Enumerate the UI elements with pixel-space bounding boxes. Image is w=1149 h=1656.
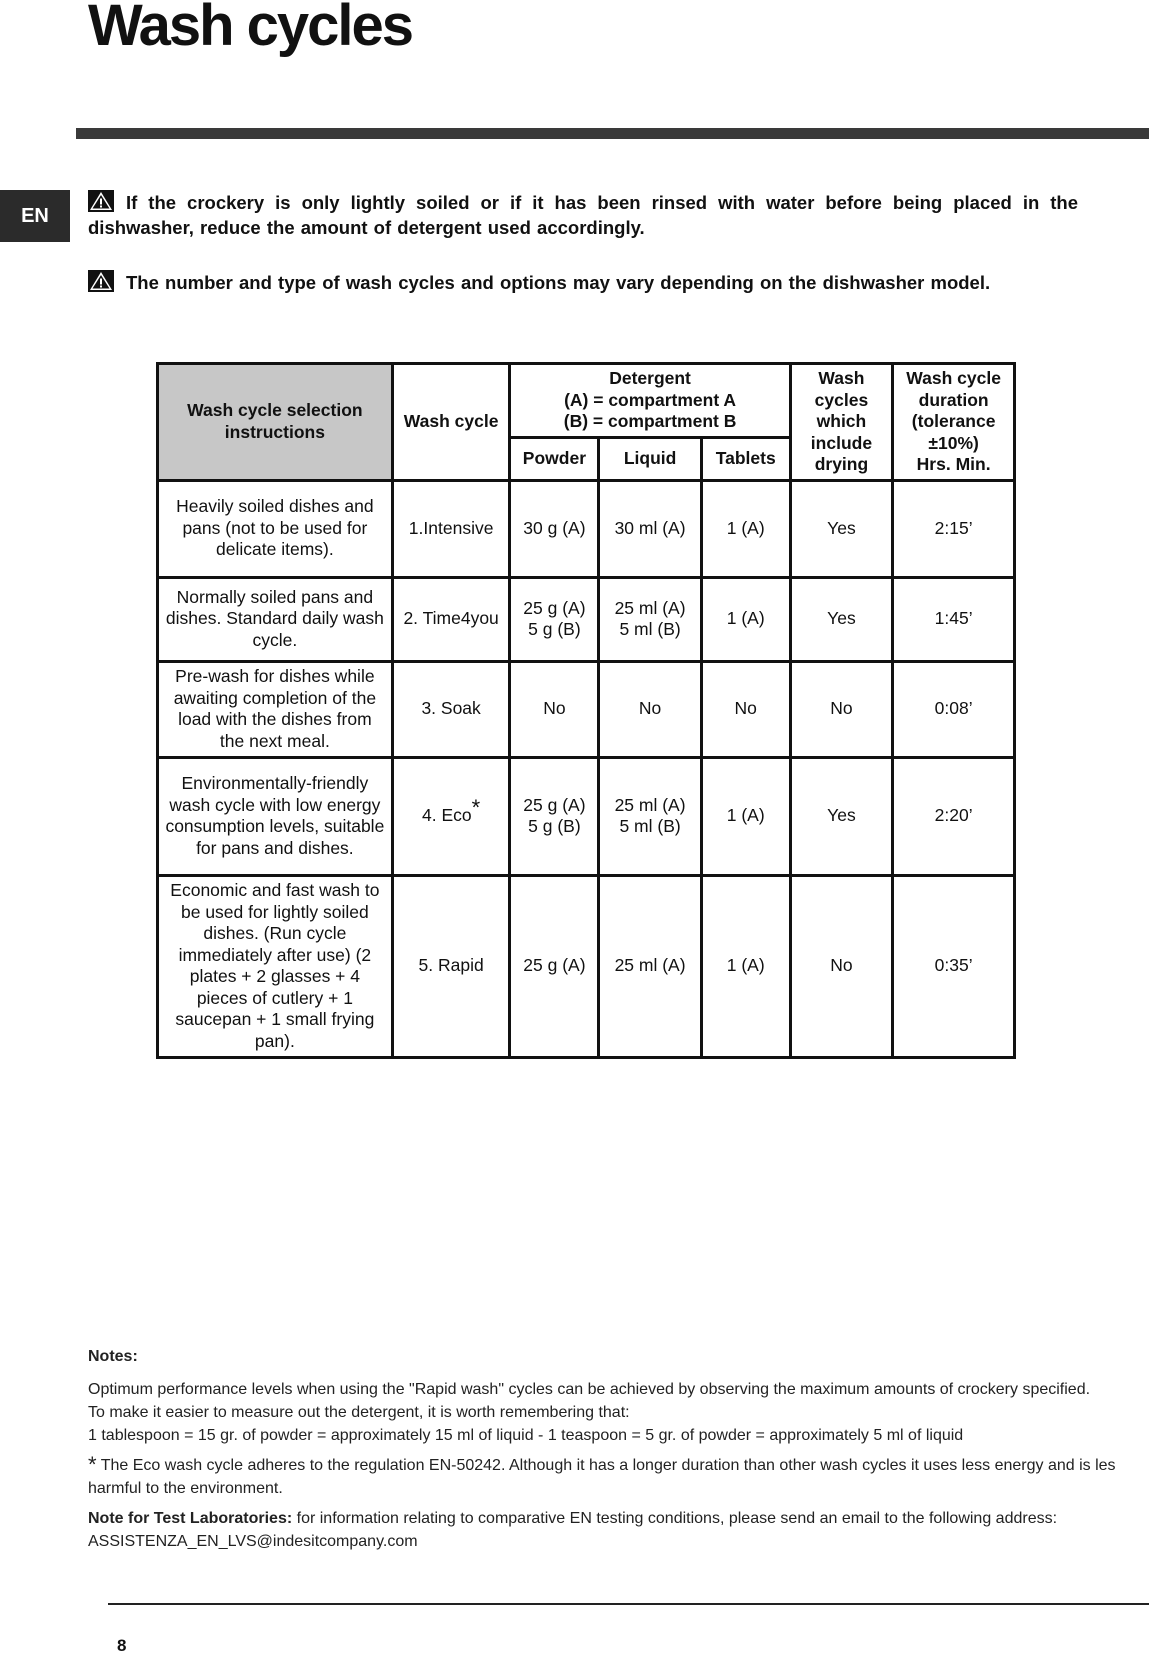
liquid-amount [599,757,702,875]
cycle-description: Economic and fast wash to be used for lightly soiled dishes. (Run cycle immediately after use) (2 plates + 2 glasses + 4 pieces of cutlery + 1 saucepan + 1 small frying pan). [158,875,393,1057]
header-detergent [510,364,790,438]
powder-amount [510,757,599,875]
header-liquid: Liquid [599,438,702,480]
cycle-description: Heavily soiled dishes and pans (not to be used for delicate items). [158,480,393,577]
drying-value: Yes [790,577,893,661]
eco-note-text: The Eco wash cycle adheres to the regulation EN-50242. Although it has a longer duration than other wash cycles it uses less energy and is les harmful to the environment. [88,1457,1116,1497]
header-tablets: Tablets [701,438,790,480]
cycle-description: Normally soiled pans and dishes. Standard daily wash cycle. [158,577,393,661]
notes-measure-equivalents: 1 tablespoon = 15 gr. of powder = approximately 15 ml of liquid - 1 teaspoon = 5 gr. of powder = approximately 5 ml of liquid [88,1427,964,1444]
cycle-name: 5. Rapid [392,875,510,1057]
cycle-description: Pre-wash for dishes while awaiting completion of the load with the dishes from the next meal. [158,661,393,757]
eco-footnote-mark: * [471,795,481,821]
table-row [158,577,1015,661]
drying-value: No [790,875,893,1057]
powder-value: 30 g (A) [523,517,586,538]
liquid-value: 5 ml (B) [619,619,681,639]
powder-amount [510,480,599,577]
powder-value: 25 g (A) [523,955,586,976]
tablets-amount: 1 (A) [701,875,790,1057]
warning-text: The number and type of wash cycles and options may vary depending on the dishwasher model. [126,272,991,293]
liquid-amount [599,875,702,1057]
powder-value: 5 g (B) [528,816,581,836]
duration-value: 0:35’ [893,875,1015,1057]
liquid-amount [599,480,702,577]
language-tab: EN [0,190,70,242]
header-detergent-title: Detergent [609,368,691,389]
drying-value: Yes [790,757,893,875]
warning-triangle-icon [88,190,114,212]
notes-test-laboratories [88,1507,1128,1553]
powder-amount [510,577,599,661]
duration-value: 1:45’ [893,577,1015,661]
warning-model-variation [88,270,1078,295]
powder-value: No [543,698,566,719]
drying-value: No [790,661,893,757]
table-row [158,480,1015,577]
page-title: Wash cycles [88,0,413,58]
lab-note-text: for information relating to comparative EN testing conditions, please send an email to the following address: ASSISTENZA_EN_LVS@indesitcompany.com [88,1510,1058,1550]
duration-value: 2:15’ [893,480,1015,577]
drying-value: Yes [790,480,893,577]
table-row [158,661,1015,757]
liquid-value: 25 ml (A) [614,955,686,976]
cycle-name [392,757,510,875]
header-selection-instructions: Wash cycle selection instructions [158,364,393,481]
liquid-value: No [638,698,662,719]
header-duration [893,364,1015,481]
powder-amount [510,875,599,1057]
liquid-value: 25 ml (A) [614,597,686,618]
notes-eco [88,1454,1128,1500]
header-drying [790,364,893,481]
header-detergent-compartment-a: (A) = compartment A [564,389,737,410]
tablets-amount: 1 (A) [701,480,790,577]
page-number: 8 [117,1636,127,1655]
title-divider [76,128,1149,139]
notes-section [88,1345,1128,1553]
notes-rapid-wash: Optimum performance levels when using the "Rapid wash" cycles can be achieved by observing the maximum amounts of crockery specified. [88,1381,1091,1398]
tablets-amount: No [701,661,790,757]
duration-value: 0:08’ [893,661,1015,757]
header-powder: Powder [510,438,599,480]
warning-lightly-soiled [88,190,1078,240]
cycle-description: Environmentally-friendly wash cycle with low energy consumption levels, suitable for pans and dishes. [158,757,393,875]
warning-triangle-icon [88,270,114,292]
cycle-name-text: 4. Eco [422,805,472,826]
table-row [158,875,1015,1057]
wash-cycles-table [156,362,1016,1059]
header-wash-cycle: Wash cycle [392,364,510,481]
cycle-name: 3. Soak [392,661,510,757]
eco-footnote-mark: * [88,1452,97,1477]
powder-value: 25 g (A) [523,597,586,618]
warning-text: If the crockery is only lightly soiled or if it has been rinsed with water before being placed in the dishwasher, reduce the amount of detergent used accordingly. [88,192,1078,238]
powder-value: 25 g (A) [523,794,586,815]
header-drying-text: Wash cycles which include drying [810,368,873,474]
table-row [158,757,1015,875]
tablets-amount: 1 (A) [701,577,790,661]
notes-title: Notes: [88,1348,138,1365]
footer-divider [108,1603,1149,1605]
header-detergent-compartment-b: (B) = compartment B [563,411,737,432]
liquid-value: 30 ml (A) [614,517,686,538]
liquid-value: 25 ml (A) [614,794,686,815]
powder-value: 5 g (B) [528,619,581,639]
notes-measure-intro: To make it easier to measure out the detergent, it is worth remembering that: [88,1404,630,1421]
header-duration-text: Wash cycle duration (tolerance ±10%) [906,368,1001,453]
tablets-amount: 1 (A) [701,757,790,875]
lab-note-label: Note for Test Laboratories: [88,1510,293,1527]
liquid-amount [599,661,702,757]
liquid-value: 5 ml (B) [619,816,681,836]
powder-amount [510,661,599,757]
cycle-name: 1.Intensive [392,480,510,577]
duration-value: 2:20’ [893,757,1015,875]
liquid-amount [599,577,702,661]
cycle-name: 2. Time4you [392,577,510,661]
header-duration-units: Hrs. Min. [916,454,991,474]
